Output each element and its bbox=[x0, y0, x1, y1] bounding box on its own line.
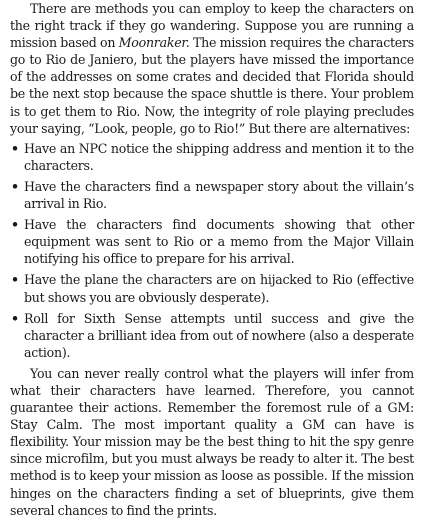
bullet-icon: • bbox=[11, 310, 19, 326]
intro-text-end: The mission requires the characters go to Rio de Janiero, but the players have missed the importance of the addresses on some crates and decided that Florida should be the next stop because the space shuttle is there. Your problem is to get them to Rio. Now, the integrity of role playing precludes your saying, “Look, people, go to Rio!” But there are alternatives: bbox=[10, 35, 414, 136]
list-item-text: Have the plane the characters are on hijacked to Rio (effective but shows you are obviously desperate). bbox=[24, 272, 414, 305]
list-item bbox=[10, 216, 414, 267]
bullet-icon: • bbox=[11, 140, 19, 156]
intro-paragraph bbox=[10, 0, 414, 137]
list-item-text: Have an NPC notice the shipping address and mention it to the characters. bbox=[24, 140, 414, 173]
bullet-icon: • bbox=[11, 217, 19, 233]
alternatives-list bbox=[10, 140, 414, 361]
list-item bbox=[10, 271, 414, 305]
list-item bbox=[10, 178, 414, 212]
list-item bbox=[10, 310, 414, 361]
bullet-icon: • bbox=[11, 272, 19, 288]
list-item-text: Have the characters find documents showing that other equipment was sent to Rio or a memo from the Major Villain notifying his office to prepare for his arrival. bbox=[24, 217, 414, 267]
moonraker-title: Moonraker. bbox=[118, 35, 190, 51]
list-item-text: Have the characters find a newspaper story about the villain’s arrival in Rio. bbox=[24, 178, 414, 212]
document-page bbox=[10, 0, 414, 519]
list-item-text: Roll for Sixth Sense attempts until success and give the character a brilliant idea from out of nowhere (also a desperate action). bbox=[24, 310, 414, 360]
bullet-icon: • bbox=[11, 178, 19, 194]
closing-paragraph: You can never really control what the players will infer from what their characters have learned. Therefore, you cannot guarantee their actions. Remember the foremost rule of a GM: Stay Calm. The most important quality a GM can have is flexibility. Your mission may be the best thing to hit the spy genre since microfilm, but you must always be ready to alter it. The best method is to keep your mission as loose as possible. If the mission hinges on the characters finding a set of blueprints, give them several chances to find the prints. bbox=[10, 365, 414, 518]
list-item bbox=[10, 140, 414, 174]
intro-text-start: There are methods you can employ to keep the characters on the right track if they go wandering. Suppose you are running a mission based on bbox=[10, 1, 414, 51]
